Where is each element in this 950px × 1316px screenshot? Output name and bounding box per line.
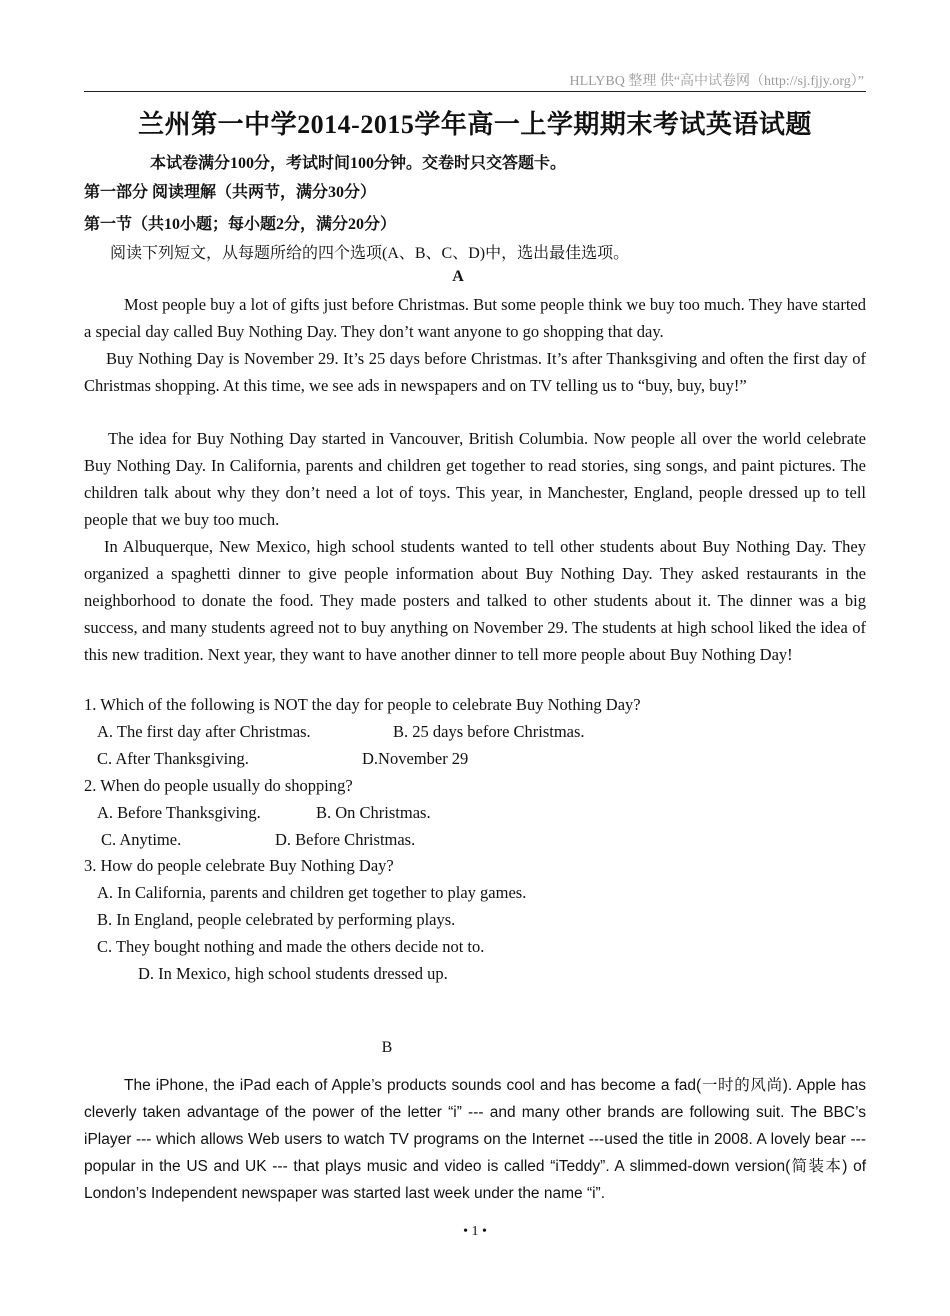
question-1-option-d: D.November 29 — [362, 749, 469, 768]
question-3-option-d: D. In Mexico, high school students dressed up. — [138, 964, 448, 983]
question-1-option-c: C. After Thanksgiving. — [97, 749, 249, 768]
exam-subtitle: 本试卷满分100分，考试时间100分钟。交卷时只交答题卡。 — [150, 155, 567, 172]
question-2-option-d: D. Before Christmas. — [275, 830, 416, 849]
question-3-option-b: B. In England, people celebrated by performing plays. — [97, 910, 456, 929]
question-2-option-c: C. Anytime. — [101, 830, 182, 849]
passage-a-paragraph-3: The idea for Buy Nothing Day started in Vancouver, British Columbia. Now people all over the world celebrate Buy Nothing Day. In California, parents and children get together to read stories, sing songs, and paint pictures. The children talk about why they don’t need a lot of toys. This year, in Manchester, England, people dressed up to tell people that we buy too much. — [84, 429, 866, 529]
question-1-option-a: A. The first day after Christmas. — [97, 722, 311, 741]
passage-a-paragraph-4: In Albuquerque, New Mexico, high school students wanted to tell other students about Buy Nothing Day. They organized a spaghetti dinner to give people information about Buy Nothing Day. They asked restaurants in the neighborhood to donate the food. They made posters and talked to other students about it. The dinner was a big success, and many students agreed not to buy anything on November 29. The students at high school liked the idea of this new tradition. Next year, they want to have another dinner to tell more people about Buy Nothing Day! — [84, 537, 866, 664]
section-heading: 第一节（共10小题；每小题2分，满分20分） — [84, 216, 397, 233]
question-1-stem: 1. Which of the following is NOT the day for people to celebrate Buy Nothing Day? — [84, 695, 641, 714]
passage-b-paragraph-1: The iPhone, the iPad each of Apple’s products sounds cool and has become a fad(一时的风尚). Apple has cleverly taken advantage of the power of the letter “i” --- and many other brands are following suit. The BBC’s iPlayer --- which allows Web users to watch TV programs on the Internet ---used the title in 2008. A lovely bear --- popular in the US and UK --- that plays music and video is called “iTeddy”. A slimmed-down version(简装本) of London’s Independent newspaper was started last week under the name “i”. — [84, 1077, 866, 1202]
question-3-option-c: C. They bought nothing and made the others decide not to. — [97, 937, 485, 956]
part-heading: 第一部分 阅读理解（共两节，满分30分） — [84, 184, 377, 201]
question-2-option-a: A. Before Thanksgiving. — [97, 803, 261, 822]
passage-a-paragraph-1: Most people buy a lot of gifts just before Christmas. But some people think we buy too much. They have started a special day called Buy Nothing Day. They don’t want anyone to go shopping that day. — [84, 295, 866, 341]
header-divider — [84, 91, 866, 92]
question-1-option-b: B. 25 days before Christmas. — [393, 722, 585, 741]
page-title: 兰州第一中学2014-2015学年高一上学期期末考试英语试题 — [138, 110, 812, 139]
instruction-text: 阅读下列短文，从每题所给的四个选项(A、B、C、D)中，选出最佳选项。 — [110, 245, 630, 262]
question-2-stem: 2. When do people usually do shopping? — [84, 776, 353, 795]
passage-a-label: A — [452, 268, 464, 285]
passage-b-label: B — [381, 1039, 393, 1056]
passage-a-paragraph-2: Buy Nothing Day is November 29. It’s 25 days before Christmas. It’s after Thanksgiving and often the first day of Christmas shopping. At this time, we see ads in newspapers and on TV telling us to “buy, buy, buy!” — [84, 349, 866, 395]
question-3-stem: 3. How do people celebrate Buy Nothing Day? — [84, 856, 394, 875]
question-2-option-b: B. On Christmas. — [316, 803, 431, 822]
page-number: • 1 • — [463, 1224, 487, 1239]
question-3-option-a: A. In California, parents and children get together to play games. — [97, 883, 527, 902]
header-source-note: HLLYBQ 整理 供“高中试卷网（http://sj.fjjy.org）” — [569, 74, 864, 89]
